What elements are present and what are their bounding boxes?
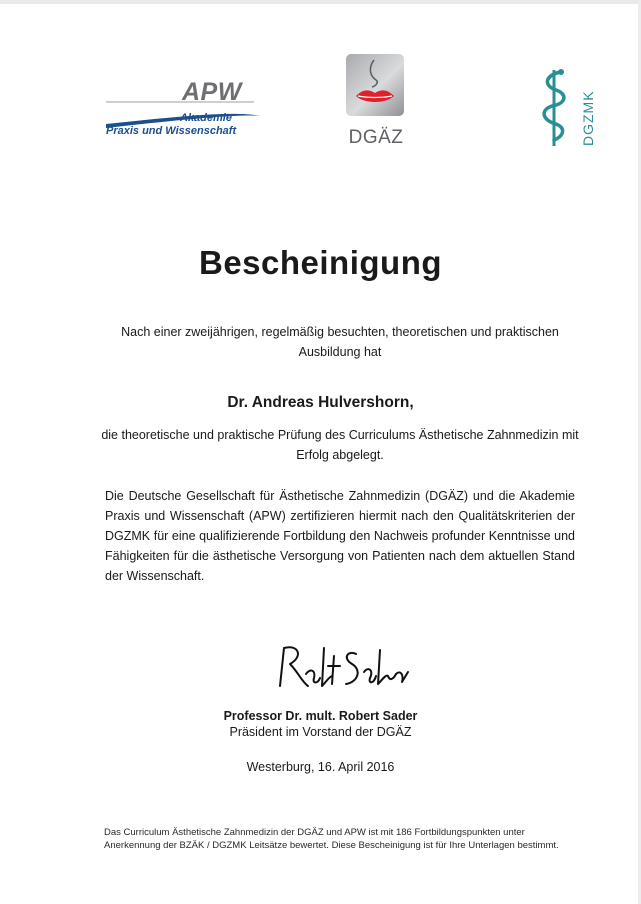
lips-icon <box>346 54 404 116</box>
certificate-title: Bescheinigung <box>198 244 443 281</box>
aesculapius-staff-icon <box>538 66 578 150</box>
scan-edge-top <box>0 0 641 4</box>
apw-logo <box>104 78 264 140</box>
handwritten-signature <box>272 642 412 694</box>
recipient-name: Dr. Andreas Hulvershorn, <box>227 394 414 411</box>
dgzmk-logo <box>538 66 598 154</box>
signer-role: Präsident im Vorstand der DGÄZ <box>229 725 412 739</box>
footnote: Das Curriculum Ästhetische Zahnmedizin der DGÄZ und APW ist mit 186 Fortbildungspunkten unter Anerkennung der BZÄK / DGZMK Leitsätze bewertet. Diese Bescheinigung ist für Ihre Unterlagen bestimmt. <box>104 827 559 851</box>
dgaez-logo <box>343 54 409 154</box>
exam-statement: die theoretische und praktische Prüfung des Curriculums Ästhetische Zahnmedizin mit Erfolg abgelegt. <box>101 428 579 462</box>
signer-name: Professor Dr. mult. Robert Sader <box>223 709 418 723</box>
intro-text: Nach einer zweijährigen, regelmäßig besuchten, theoretischen und praktischen Ausbildung hat <box>121 325 559 359</box>
apw-subtitle-2: Praxis und Wissenschaft <box>106 125 237 137</box>
dgaez-logo-text: DGÄZ <box>348 127 404 148</box>
dgzmk-logo-text: DGZMK <box>580 90 596 146</box>
certification-body: Die Deutsche Gesellschaft für Ästhetische Zahnmedizin (DGÄZ) und die Akademie Praxis und Wissenschaft (APW) zertifizieren hiermit nach den Qualitätskriterien der DGZMK für eine qualifizierende Fortbildung den Nachweis profunder Kenntnisse und Fähigkeiten für die ästhetische Versorgung von Patienten nach dem aktuellen Stand der Wissenschaft. <box>105 489 575 583</box>
place-date: Westerburg, 16. April 2016 <box>246 760 395 774</box>
apw-subtitle-1: Akademie <box>180 112 232 124</box>
apw-title: APW <box>182 78 242 106</box>
